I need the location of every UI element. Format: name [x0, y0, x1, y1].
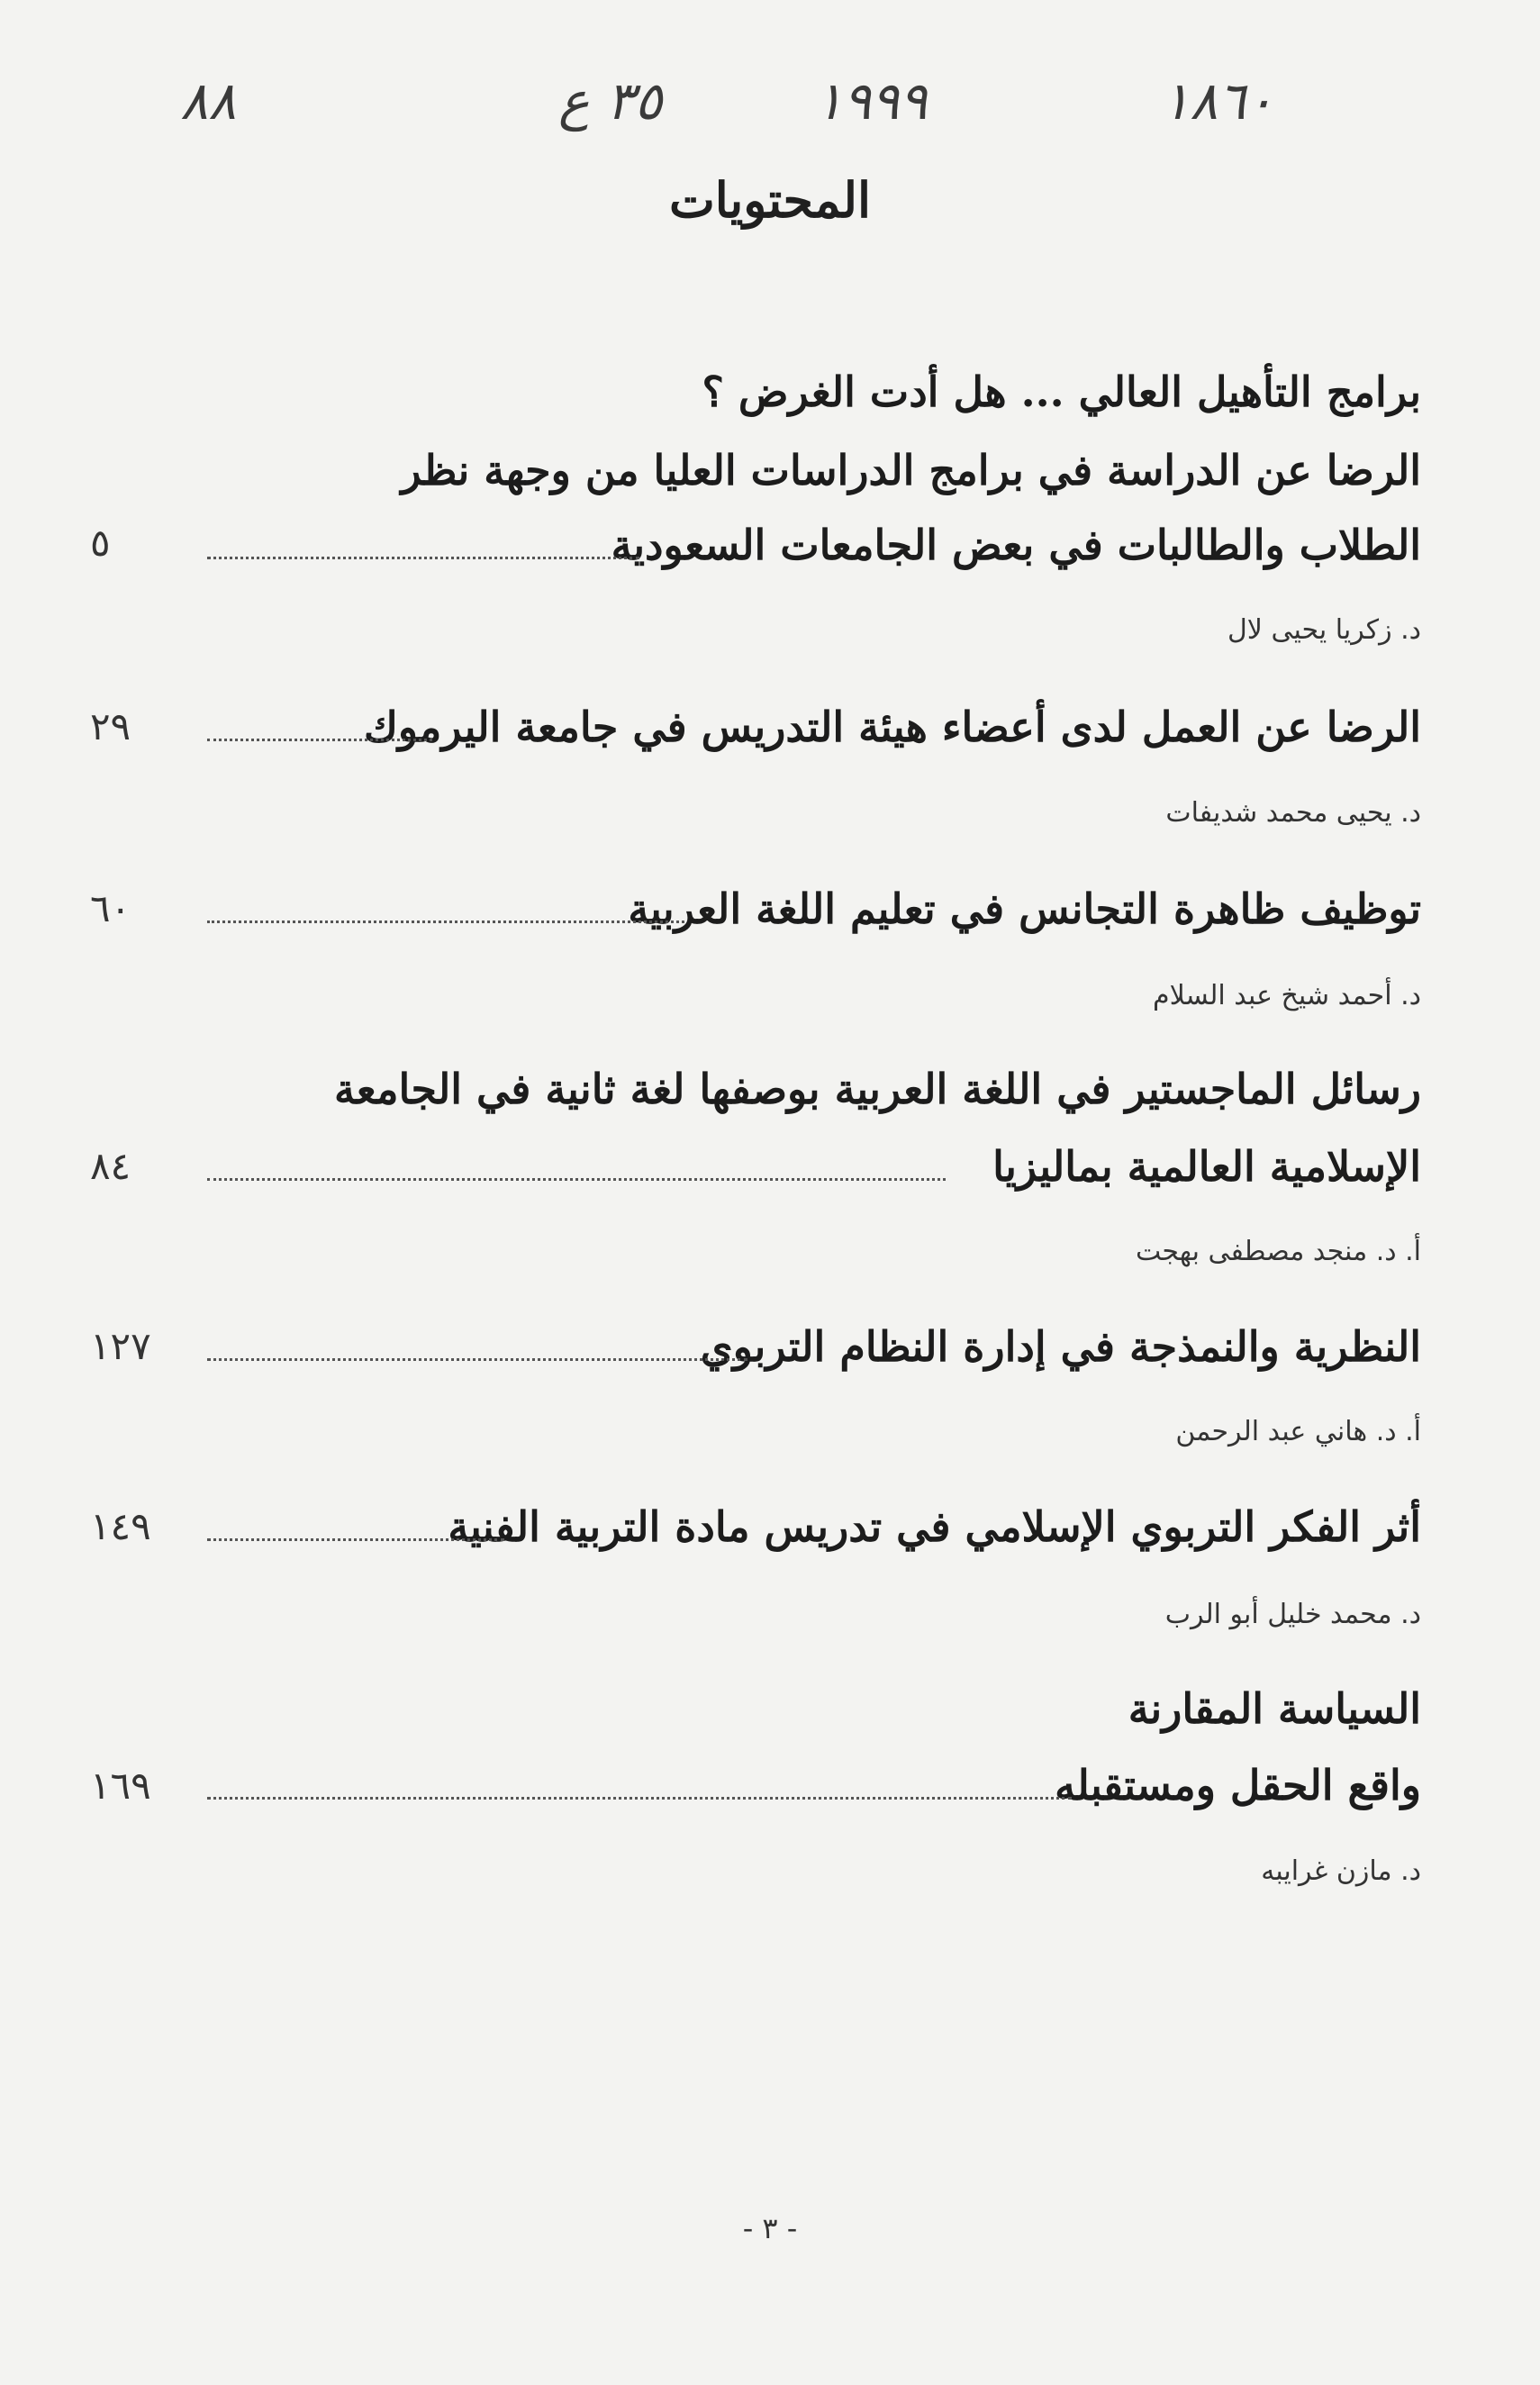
- leader-dots: [207, 1797, 1072, 1800]
- page-number: ١٦٩: [90, 1764, 151, 1808]
- page-number: ١٢٧: [90, 1324, 151, 1368]
- page-title: المحتويات: [668, 171, 872, 229]
- entry-author: د. زكريا يحيى لال: [1227, 614, 1421, 646]
- entry-title-line: النظرية والنمذجة في إدارة النظام التربوي: [700, 1322, 1421, 1371]
- entry-title-line: توظيف ظاهرة التجانس في تعليم اللغة العربية: [628, 884, 1421, 933]
- handwritten-note: ١٨٦٠: [1162, 70, 1274, 131]
- page-number: ٢٩: [90, 704, 131, 748]
- leader-dots: [207, 920, 684, 923]
- entry-title-line: الإسلامية العالمية بماليزيا: [992, 1142, 1421, 1191]
- page-number: ٦٠: [90, 886, 131, 930]
- entry-author: أ. د. منجد مصطفى بهجت: [1135, 1236, 1421, 1267]
- leader-dots: [207, 1538, 504, 1541]
- leader-dots: [207, 739, 432, 741]
- leader-dots: [207, 1358, 747, 1361]
- entry-title-line: برامج التأهيل العالي ... هل أدت الغرض ؟: [702, 367, 1421, 416]
- entry-author: د. محمد خليل أبو الرب: [1164, 1599, 1421, 1630]
- page-number: ٨٤: [90, 1144, 131, 1188]
- page-footer-number: - ٣ -: [742, 2211, 798, 2245]
- handwritten-note: ٨٨: [180, 70, 237, 131]
- entry-title-line: الطلاب والطالبات في بعض الجامعات السعودية: [611, 521, 1421, 569]
- entry-title-line: الرضا عن الدراسة في برامج الدراسات العليا من وجهة نظر: [401, 446, 1421, 494]
- handwritten-note: ١٩٩٩: [815, 70, 928, 131]
- leader-dots: [207, 1178, 946, 1181]
- entry-title-line: السياسة المقارنة: [1128, 1684, 1421, 1733]
- entry-author: أ. د. هاني عبد الرحمن: [1175, 1416, 1421, 1447]
- leader-dots: [207, 557, 639, 559]
- entry-author: د. مازن غرايبه: [1261, 1855, 1421, 1887]
- entry-author: د. يحيى محمد شديفات: [1165, 797, 1421, 829]
- page-number: ١٤٩: [90, 1504, 151, 1548]
- entry-title-line: الرضا عن العمل لدى أعضاء هيئة التدريس في جامعة اليرموك: [363, 703, 1421, 751]
- handwritten-note: ٣٥ ع: [558, 70, 663, 131]
- entry-title-line: أثر الفكر التربوي الإسلامي في تدريس مادة التربية الفنية: [448, 1502, 1421, 1551]
- entry-author: د. أحمد شيخ عبد السلام: [1153, 980, 1421, 1011]
- entry-title-line: رسائل الماجستير في اللغة العربية بوصفها لغة ثانية في الجامعة: [334, 1065, 1421, 1113]
- page-number: ٥: [90, 521, 111, 565]
- entry-title-line: واقع الحقل ومستقبله: [1055, 1761, 1421, 1809]
